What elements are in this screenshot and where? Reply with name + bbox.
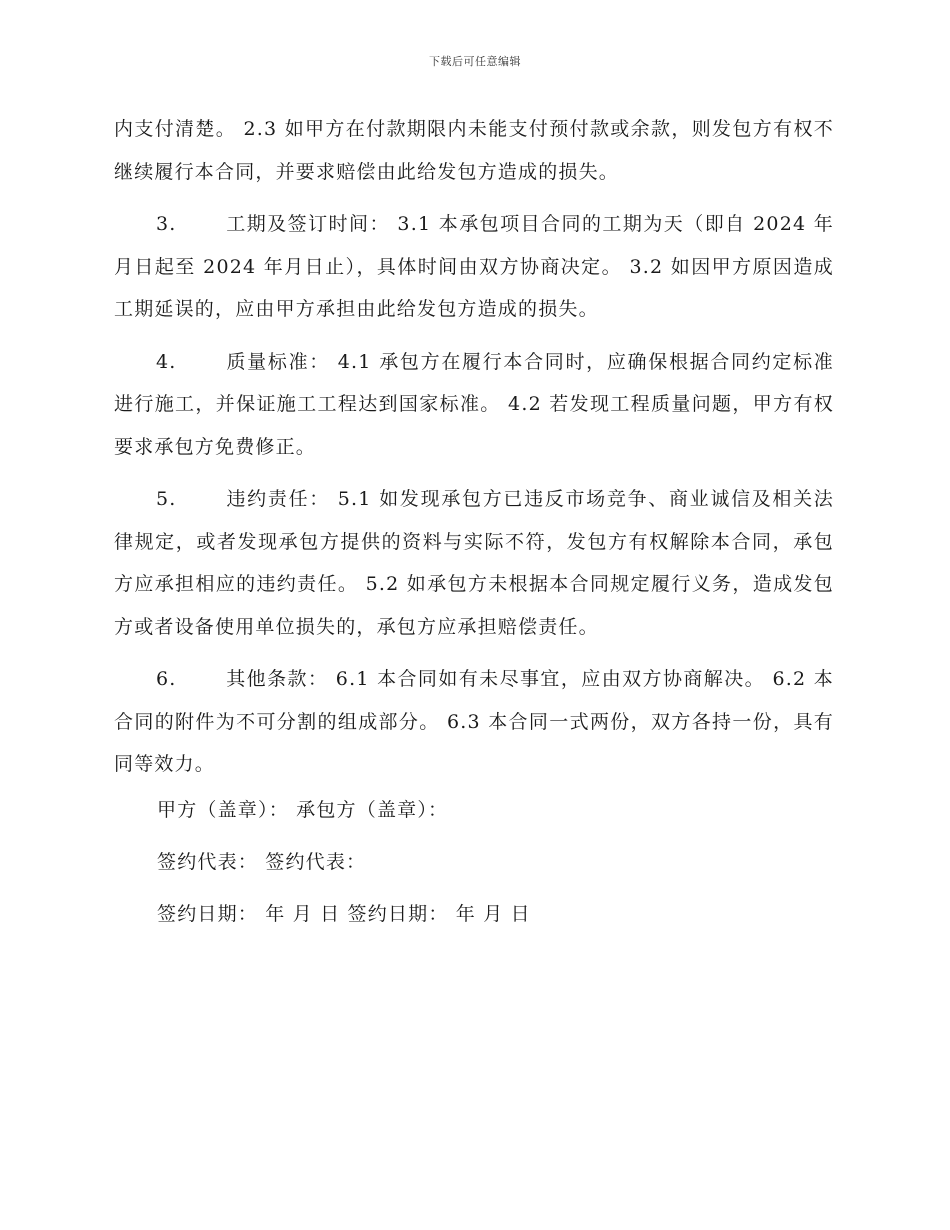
paragraph-text: 违约责任： 5.1 如发现承包方已违反市场竞争、商业诚信及相关法律规定，或者发现承包方提供的资料与实际不符，发包方有权解除本合同，承包方应承担相应的违约责任。 5.2 如承包方未根据本合同规定履行义务，造成发包方或者设备使用单位损失的，承包方应承担赔偿责任。 [114,488,834,638]
paragraph-number: 3. [156,213,177,235]
paragraph-3 [114,203,834,331]
paragraph-5 [114,478,834,648]
paragraph-number: 6. [156,668,177,690]
signature-representative-line: 签约代表： 签约代表： [157,850,367,873]
signature-stamp-line: 甲方（盖章）： 承包方（盖章）： [157,798,449,821]
paragraph-text: 工期及签订时间： 3.1 本承包项目合同的工期为天（即自 2024 年月日起至 2024 年月日止），具体时间由双方协商决定。 3.2 如因甲方原因造成工期延误的，应由甲方承担由此给发包方造成的损失。 [114,213,834,320]
paragraph-text: 质量标准： 4.1 承包方在履行本合同时，应确保根据合同约定标准进行施工，并保证施工工程达到国家标准。 4.2 若发现工程质量问题，甲方有权要求承包方免费修正。 [114,350,834,458]
paragraph-6 [114,658,834,786]
paragraph-text: 其他条款： 6.1 本合同如有未尽事宜，应由双方协商解决。 6.2 本合同的附件为不可分割的组成部分。 6.3 本合同一式两份，双方各持一份，具有同等效力。 [114,668,834,775]
paragraph-number: 5. [156,488,177,510]
signature-date-line: 签约日期： 年 月 日 签约日期： 年 月 日 [157,902,531,925]
paragraph-4 [114,341,834,469]
paragraph-number: 4. [156,350,177,373]
signature-block [114,796,834,928]
contract-body [114,108,834,952]
page-header: 下载后可任意编辑 [429,55,521,68]
paragraph-text: 内支付清楚。 2.3 如甲方在付款期限内未能支付预付款或余款，则发包方有权不继续履行本合同，并要求赔偿由此给发包方造成的损失。 [114,118,834,183]
paragraph-2-continued [114,108,834,193]
